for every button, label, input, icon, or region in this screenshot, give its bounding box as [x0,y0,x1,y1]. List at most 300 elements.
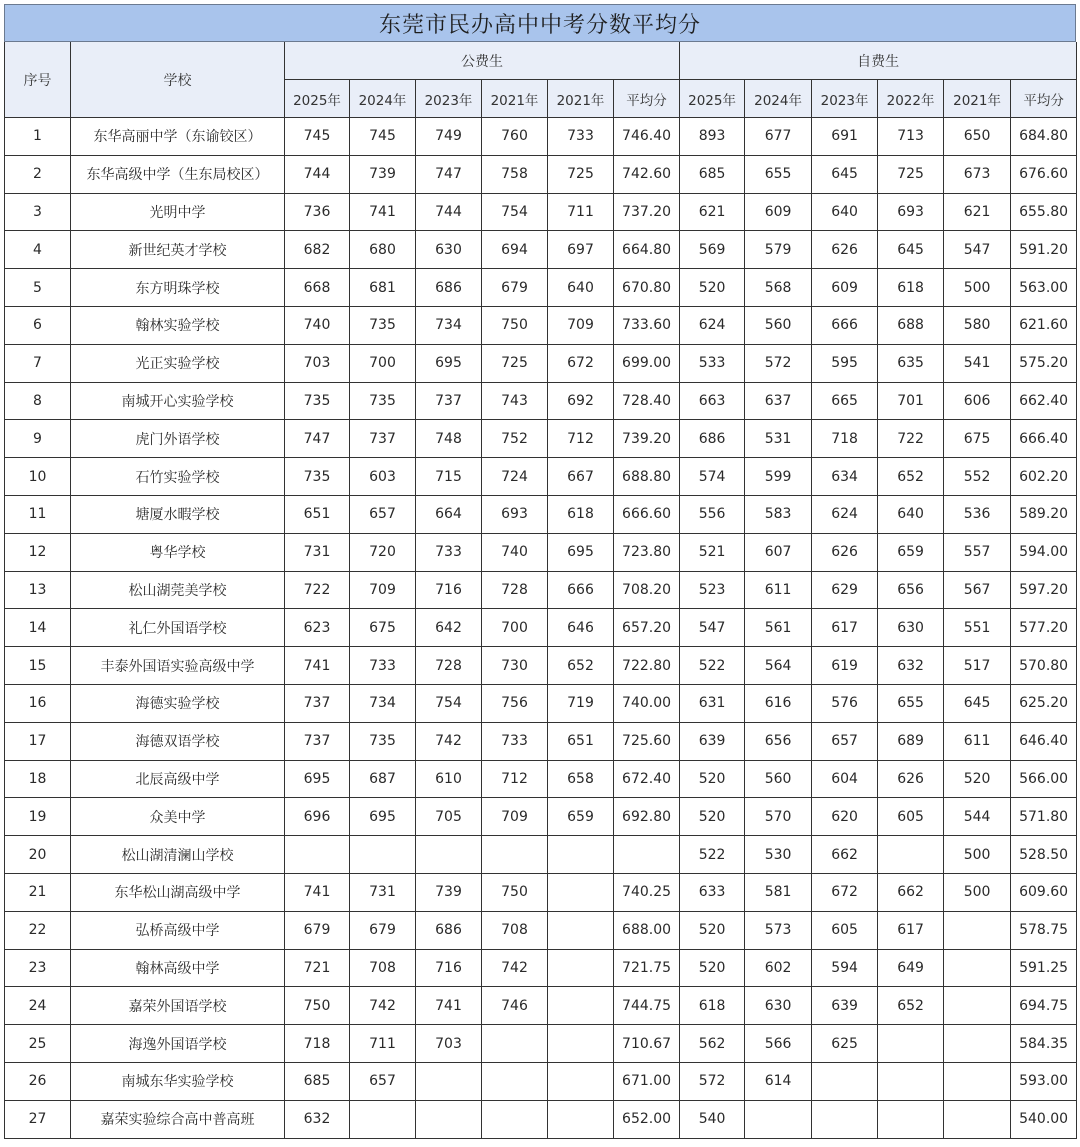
header-self-col: 2021年 [944,80,1011,118]
school-name: 光正实验学校 [71,344,285,382]
public-score: 749 [416,118,482,156]
self-score: 617 [878,911,944,949]
public-score: 754 [482,193,548,231]
school-name: 虎门外语学校 [71,420,285,458]
self-score: 620 [812,798,878,836]
public-score: 695 [416,344,482,382]
public-average: 740.00 [614,684,680,722]
public-score: 697 [548,231,614,269]
self-score: 500 [944,269,1011,307]
table-row [5,533,1077,571]
row-index: 20 [5,836,71,874]
public-score: 733 [416,533,482,571]
public-score: 737 [285,684,350,722]
self-score: 547 [680,609,745,647]
self-score [944,949,1011,987]
public-score: 737 [285,722,350,760]
public-score: 695 [350,798,416,836]
self-score: 701 [878,382,944,420]
self-score: 722 [878,420,944,458]
self-score: 594 [812,949,878,987]
self-average: 577.20 [1011,609,1077,647]
header-self-col: 2022年 [878,80,944,118]
self-score: 639 [680,722,745,760]
public-score: 658 [548,760,614,798]
self-score: 685 [680,155,745,193]
self-score: 602 [745,949,812,987]
public-score: 740 [482,533,548,571]
public-score: 750 [285,987,350,1025]
school-name: 石竹实验学校 [71,458,285,496]
self-average: 609.60 [1011,873,1077,911]
school-name: 海德双语学校 [71,722,285,760]
table-row [5,458,1077,496]
header-public-col: 2021年 [482,80,548,118]
self-score: 659 [878,533,944,571]
public-score: 744 [416,193,482,231]
public-score: 731 [285,533,350,571]
public-score: 672 [548,344,614,382]
self-score: 618 [878,269,944,307]
header-self-avg: 平均分 [1011,80,1077,118]
self-score: 520 [680,911,745,949]
self-score [944,911,1011,949]
header-school: 学校 [71,42,285,118]
public-score: 733 [548,118,614,156]
self-score: 522 [680,836,745,874]
public-average: 733.60 [614,306,680,344]
public-score: 737 [350,420,416,458]
self-score: 652 [878,987,944,1025]
self-score [944,987,1011,1025]
public-score: 750 [482,306,548,344]
self-score: 500 [944,873,1011,911]
self-score: 552 [944,458,1011,496]
row-index: 16 [5,684,71,722]
self-average: 594.00 [1011,533,1077,571]
row-index: 5 [5,269,71,307]
public-score: 675 [350,609,416,647]
header-public-col: 2024年 [350,80,416,118]
self-score: 551 [944,609,1011,647]
self-score: 544 [944,798,1011,836]
school-name: 北辰高级中学 [71,760,285,798]
public-score: 735 [350,306,416,344]
public-score: 725 [548,155,614,193]
self-score: 673 [944,155,1011,193]
row-index: 6 [5,306,71,344]
self-score: 517 [944,647,1011,685]
self-score [878,1100,944,1138]
public-score: 739 [350,155,416,193]
public-score: 681 [350,269,416,307]
public-score: 687 [350,760,416,798]
table-row [5,760,1077,798]
header-self-col: 2024年 [745,80,812,118]
self-score: 675 [944,420,1011,458]
header-public-col: 2023年 [416,80,482,118]
row-index: 23 [5,949,71,987]
self-score: 713 [878,118,944,156]
self-score: 520 [680,760,745,798]
header-public-col: 2025年 [285,80,350,118]
self-average: 570.80 [1011,647,1077,685]
public-score: 659 [548,798,614,836]
public-average: 708.20 [614,571,680,609]
public-score: 646 [548,609,614,647]
public-score: 692 [548,382,614,420]
table-row [5,1025,1077,1063]
school-name: 海德实验学校 [71,684,285,722]
self-score: 562 [680,1025,745,1063]
public-score [548,836,614,874]
self-score: 579 [745,231,812,269]
self-score: 689 [878,722,944,760]
self-score: 686 [680,420,745,458]
self-average: 563.00 [1011,269,1077,307]
table-row [5,836,1077,874]
school-name: 东华高丽中学（东谕铰区） [71,118,285,156]
self-score: 631 [680,684,745,722]
row-index: 10 [5,458,71,496]
row-index: 2 [5,155,71,193]
public-score: 733 [482,722,548,760]
public-score: 716 [416,571,482,609]
public-score: 720 [350,533,416,571]
public-score: 734 [416,306,482,344]
self-score: 640 [812,193,878,231]
self-score: 605 [812,911,878,949]
public-score: 709 [482,798,548,836]
public-average: 692.80 [614,798,680,836]
self-score: 624 [812,495,878,533]
school-name: 粤华学校 [71,533,285,571]
self-score: 640 [878,495,944,533]
public-score: 632 [285,1100,350,1138]
school-name: 东方明珠学校 [71,269,285,307]
public-score: 746 [482,987,548,1025]
row-index: 25 [5,1025,71,1063]
public-score [548,949,614,987]
header-public-avg: 平均分 [614,80,680,118]
public-score: 618 [548,495,614,533]
row-index: 24 [5,987,71,1025]
public-score: 752 [482,420,548,458]
self-score: 556 [680,495,745,533]
self-score: 560 [745,760,812,798]
table-row [5,1100,1077,1138]
school-name: 南城开心实验学校 [71,382,285,420]
public-average [614,836,680,874]
self-score: 725 [878,155,944,193]
score-sheet [4,4,1076,1139]
school-name: 翰林实验学校 [71,306,285,344]
public-score: 716 [416,949,482,987]
self-score: 662 [812,836,878,874]
public-score [416,836,482,874]
public-score [416,1062,482,1100]
row-index: 4 [5,231,71,269]
public-score [482,836,548,874]
self-score: 893 [680,118,745,156]
public-score [548,911,614,949]
self-score: 580 [944,306,1011,344]
public-average: 666.60 [614,495,680,533]
school-name: 塘厦水暇学校 [71,495,285,533]
self-score: 619 [812,647,878,685]
row-index: 9 [5,420,71,458]
public-score: 708 [350,949,416,987]
self-score [745,1100,812,1138]
public-average: 746.40 [614,118,680,156]
school-name: 海逸外国语学校 [71,1025,285,1063]
table-row [5,684,1077,722]
self-average: 566.00 [1011,760,1077,798]
public-score: 742 [350,987,416,1025]
public-score [416,1100,482,1138]
self-score: 520 [680,269,745,307]
self-score: 637 [745,382,812,420]
public-score [548,873,614,911]
self-score: 572 [680,1062,745,1100]
public-score: 711 [350,1025,416,1063]
public-average: 664.80 [614,231,680,269]
self-score: 618 [680,987,745,1025]
public-score: 652 [548,647,614,685]
public-score: 695 [285,760,350,798]
public-average: 740.25 [614,873,680,911]
self-score: 655 [745,155,812,193]
self-score: 645 [878,231,944,269]
public-score: 730 [482,647,548,685]
self-score: 617 [812,609,878,647]
self-score [878,1062,944,1100]
self-score [944,1062,1011,1100]
self-score: 614 [745,1062,812,1100]
public-score: 711 [548,193,614,231]
table-row [5,609,1077,647]
self-score [812,1062,878,1100]
header-row-groups [5,42,1077,80]
table-row [5,647,1077,685]
public-score: 742 [482,949,548,987]
self-average: 584.35 [1011,1025,1077,1063]
school-name: 嘉荣外国语学校 [71,987,285,1025]
public-score: 703 [416,1025,482,1063]
self-score: 677 [745,118,812,156]
self-average: 655.80 [1011,193,1077,231]
self-score: 605 [878,798,944,836]
table-row [5,911,1077,949]
public-average: 723.80 [614,533,680,571]
public-average: 744.75 [614,987,680,1025]
self-score: 569 [680,231,745,269]
self-score: 624 [680,306,745,344]
header-public-col: 2021年 [548,80,614,118]
public-score: 735 [285,382,350,420]
self-score: 626 [812,231,878,269]
table-row [5,118,1077,156]
table-row [5,987,1077,1025]
public-score: 741 [285,647,350,685]
school-name: 南城东华实验学校 [71,1062,285,1100]
self-score: 611 [944,722,1011,760]
self-score: 650 [944,118,1011,156]
public-score: 728 [482,571,548,609]
self-score: 599 [745,458,812,496]
self-score: 531 [745,420,812,458]
public-average: 699.00 [614,344,680,382]
public-score: 760 [482,118,548,156]
public-score: 695 [548,533,614,571]
public-average: 672.40 [614,760,680,798]
public-score [285,836,350,874]
table-row [5,1062,1077,1100]
self-average: 528.50 [1011,836,1077,874]
public-average: 671.00 [614,1062,680,1100]
public-score: 709 [548,306,614,344]
public-score: 736 [285,193,350,231]
self-score: 566 [745,1025,812,1063]
row-index: 7 [5,344,71,382]
public-score: 734 [350,684,416,722]
public-score: 718 [285,1025,350,1063]
self-average: 621.60 [1011,306,1077,344]
table-row [5,949,1077,987]
row-index: 8 [5,382,71,420]
self-score [944,1025,1011,1063]
self-score: 500 [944,836,1011,874]
self-score: 633 [680,873,745,911]
public-score: 747 [416,155,482,193]
self-average: 575.20 [1011,344,1077,382]
row-index: 21 [5,873,71,911]
public-score: 731 [350,873,416,911]
self-score [812,1100,878,1138]
table-row [5,873,1077,911]
self-score: 652 [878,458,944,496]
public-average: 657.20 [614,609,680,647]
public-score: 693 [482,495,548,533]
school-name: 松山湖清澜山学校 [71,836,285,874]
school-name: 众美中学 [71,798,285,836]
public-score [548,1025,614,1063]
table-row [5,798,1077,836]
self-score: 616 [745,684,812,722]
public-score: 696 [285,798,350,836]
self-score: 629 [812,571,878,609]
public-average: 742.60 [614,155,680,193]
public-average: 739.20 [614,420,680,458]
public-score: 725 [482,344,548,382]
table-row [5,571,1077,609]
self-score: 520 [680,949,745,987]
score-table [4,42,1077,1139]
self-average: 676.60 [1011,155,1077,193]
self-score: 557 [944,533,1011,571]
self-score [878,1025,944,1063]
public-score: 685 [285,1062,350,1100]
self-score: 662 [878,873,944,911]
self-score: 547 [944,231,1011,269]
row-index: 3 [5,193,71,231]
public-score: 651 [548,722,614,760]
public-score: 657 [350,1062,416,1100]
public-average: 737.20 [614,193,680,231]
self-average: 540.00 [1011,1100,1077,1138]
self-score: 530 [745,836,812,874]
self-score: 688 [878,306,944,344]
public-score: 739 [416,873,482,911]
public-score: 741 [350,193,416,231]
public-score: 740 [285,306,350,344]
self-score: 655 [878,684,944,722]
school-name: 松山湖莞美学校 [71,571,285,609]
table-row [5,155,1077,193]
public-score: 679 [285,911,350,949]
public-score [482,1025,548,1063]
public-score: 737 [416,382,482,420]
self-score: 573 [745,911,812,949]
table-row [5,382,1077,420]
public-score: 745 [285,118,350,156]
self-average: 602.20 [1011,458,1077,496]
self-score: 656 [878,571,944,609]
header-self-col: 2025年 [680,80,745,118]
self-score: 604 [812,760,878,798]
self-score: 632 [878,647,944,685]
public-score: 630 [416,231,482,269]
row-index: 14 [5,609,71,647]
self-score: 718 [812,420,878,458]
self-score: 541 [944,344,1011,382]
public-score: 719 [548,684,614,722]
public-score: 741 [416,987,482,1025]
self-average: 591.20 [1011,231,1077,269]
self-score: 691 [812,118,878,156]
self-average: 591.25 [1011,949,1077,987]
school-name: 东华高级中学（生东局校区） [71,155,285,193]
public-average: 688.80 [614,458,680,496]
table-row [5,344,1077,382]
self-score: 595 [812,344,878,382]
self-average: 625.20 [1011,684,1077,722]
public-score: 721 [285,949,350,987]
self-score: 630 [745,987,812,1025]
self-score: 639 [812,987,878,1025]
self-average: 597.20 [1011,571,1077,609]
self-score: 609 [812,269,878,307]
header-group-self: 自费生 [680,42,1077,80]
public-score: 651 [285,495,350,533]
public-score: 679 [482,269,548,307]
public-score: 728 [416,647,482,685]
public-score: 724 [482,458,548,496]
table-row [5,231,1077,269]
public-score: 712 [548,420,614,458]
self-score: 621 [944,193,1011,231]
row-index: 11 [5,495,71,533]
school-name: 东华松山湖高级中学 [71,873,285,911]
public-score: 745 [350,118,416,156]
public-score: 668 [285,269,350,307]
public-score [548,1062,614,1100]
row-index: 18 [5,760,71,798]
public-score: 703 [285,344,350,382]
public-score: 712 [482,760,548,798]
school-name: 礼仁外国语学校 [71,609,285,647]
public-score [548,1100,614,1138]
